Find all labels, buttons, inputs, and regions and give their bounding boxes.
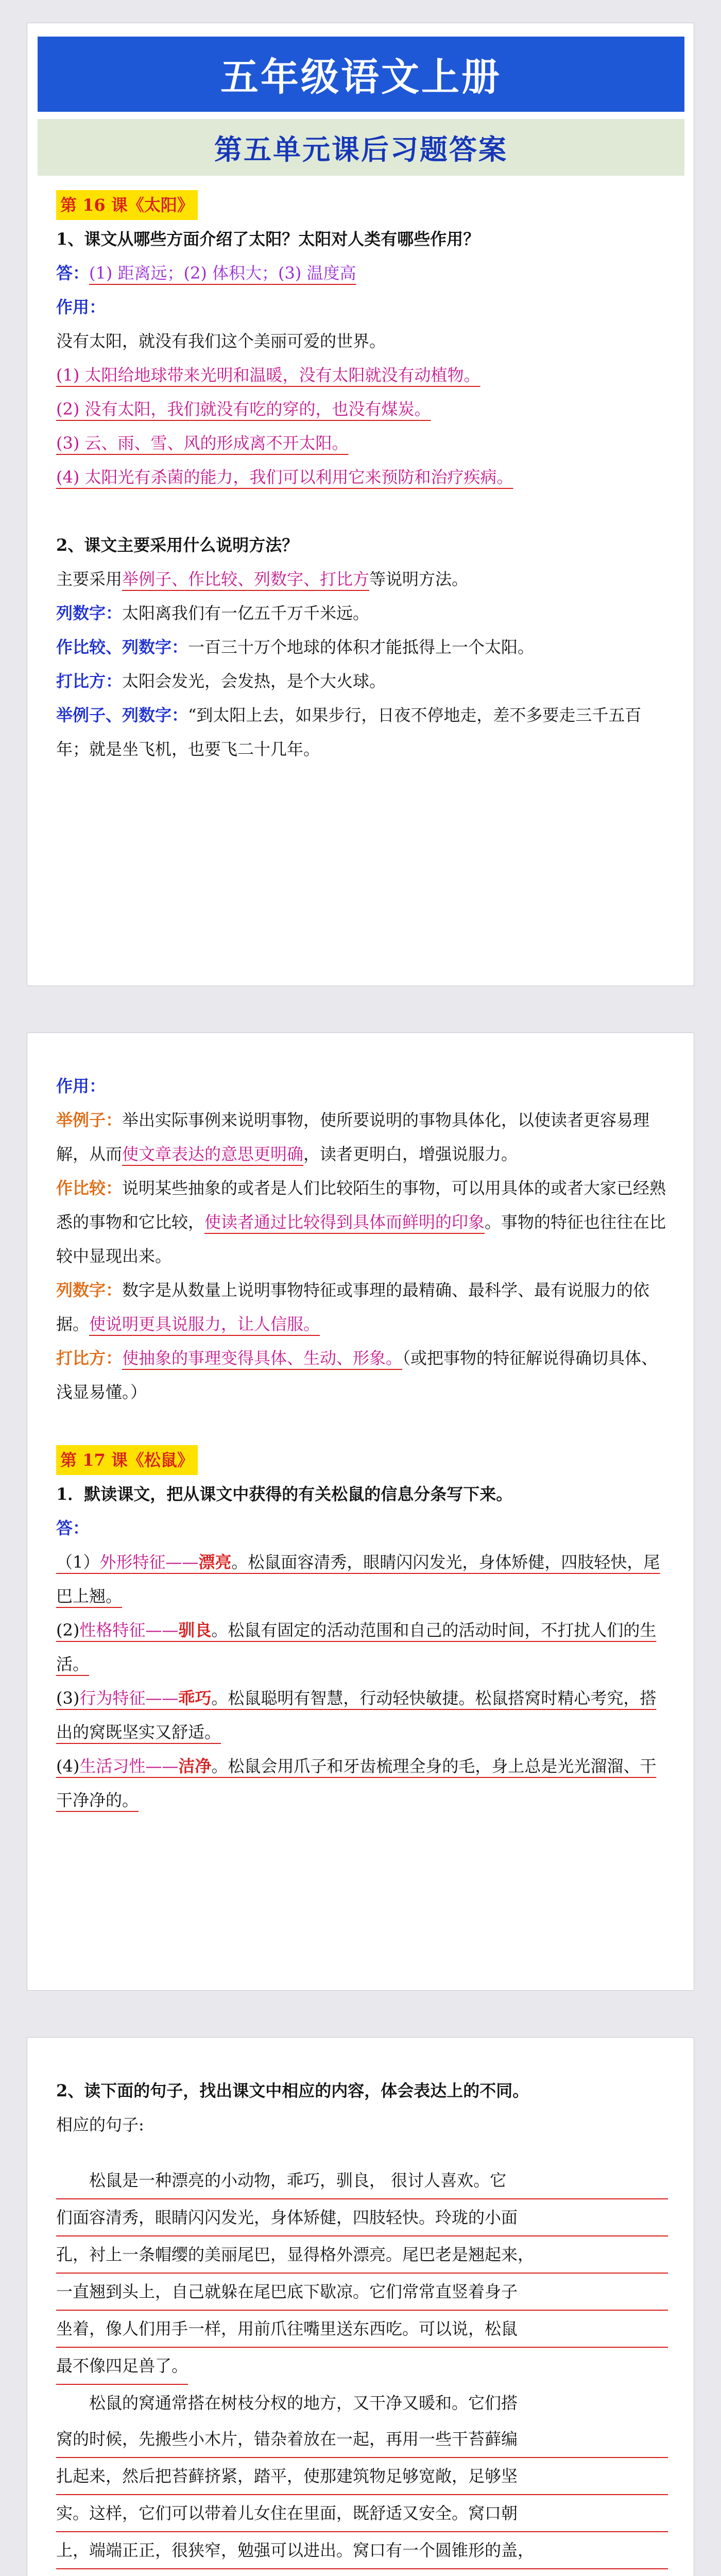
- method-label: 打比方：: [56, 1348, 123, 1368]
- method-text: 举出实际事例来说明事物，使所要说明的事物具体化，以使读者更容易理解，从而: [56, 1110, 650, 1164]
- trait-item: [56, 1749, 668, 1817]
- trait-text: 。松鼠聪明有智慧，行动轻快敏捷。松鼠搭窝时精心考究，搭出的窝既坚实又舒适。: [56, 1688, 657, 1742]
- lesson17-question-2-section: [56, 2074, 668, 2576]
- lesson17-question-2: 2、读下面的句子，找出课文中相应的内容，体会表达上的不同。: [56, 2081, 529, 2100]
- lesson16-tag: 第 16 课《太阳》: [56, 190, 198, 220]
- example-text: 太阳离我们有一亿五千万千米远。: [122, 603, 370, 623]
- method-label: 列数字：: [56, 1280, 123, 1300]
- lesson17-tag: 第 17 课《松鼠》: [56, 1445, 198, 1475]
- title-banner: [38, 37, 684, 112]
- method-text: 说明某些抽象的或者是人们比较陌生的事物，可以用具体的或者大家已经熟悉的事物和它比较，: [56, 1178, 666, 1232]
- method-key-effect: 使文章表达的意思更明确: [122, 1144, 304, 1164]
- role-label: 作用：: [56, 297, 106, 317]
- trait-keyword: 乖巧: [178, 1688, 212, 1708]
- example-label: 举例子、列数字：: [56, 705, 188, 725]
- example-label: 列数字：: [56, 603, 123, 623]
- trait-number: （1）: [56, 1552, 100, 1572]
- lesson16-question-2: 2、课文主要采用什么说明方法？: [56, 535, 299, 555]
- role-label: 作用：: [56, 1076, 106, 1096]
- trait-number: (4): [56, 1756, 80, 1776]
- trait-text: 。松鼠面容清秀，眼睛闪闪发光，身体矫健，四肢轻快，尾巴上翘。: [56, 1552, 660, 1606]
- trait-keyword: 驯良: [178, 1620, 212, 1640]
- role-item-2: (2) 没有太阳，我们就没有吃的穿的，也没有煤炭。: [56, 399, 431, 419]
- method-paragraph: [56, 1273, 668, 1341]
- role-intro: 没有太阳，就没有我们这个美丽可爱的世界。: [56, 331, 386, 351]
- trait-dash: ——: [165, 1552, 199, 1572]
- q2-answer-methods: 举例子、作比较、列数字、打比方: [122, 569, 370, 589]
- method-roles-section: [56, 1069, 668, 1817]
- trait-name: 行为特征: [79, 1688, 146, 1708]
- example-text: 太阳会发光，会发热，是个大火球。: [122, 671, 386, 691]
- page-subtitle: 第五单元课后习题答案: [214, 133, 508, 166]
- passage-line: 松鼠的窝通常搭在树枝分杈的地方，又干净又暖和。它们搭: [89, 2393, 518, 2413]
- lesson16-section: [56, 188, 668, 766]
- passage-line: [56, 2569, 668, 2576]
- trait-text: 。松鼠会用爪子和牙齿梳理全身的毛，身上总是光光溜溜、干干净净的。: [56, 1756, 657, 1810]
- method-key-effect: 使抽象的事理变得具体、生动、形象。: [122, 1348, 403, 1368]
- corresponding-sentences-label: 相应的句子:: [56, 2115, 144, 2134]
- trait-dash: ——: [145, 1756, 179, 1776]
- answer-page-3: [27, 2037, 694, 2576]
- trait-item: [56, 1681, 668, 1749]
- trait-item: [56, 1545, 668, 1613]
- passage-line: 孔，衬上一条帽缨的美丽尾巴，显得格外漂亮。尾巴老是翘起来，: [56, 2236, 668, 2274]
- method-key-effect: 使读者通过比较得到具体而鲜明的印象: [204, 1212, 485, 1232]
- trait-number: (2): [56, 1620, 80, 1640]
- trait-keyword: 漂亮: [198, 1552, 232, 1572]
- lesson16-question-1: 1、课文从哪些方面介绍了太阳？太阳对人类有哪些作用？: [56, 229, 480, 249]
- passage-line: 坐着，像人们用手一样，用前爪往嘴里送东西吃。可以说，松鼠: [56, 2311, 668, 2348]
- trait-keyword: 洁净: [178, 1756, 212, 1776]
- passage-line: 扎起来，然后把苔藓挤紧，踏平，使那建筑物足够宽敞，足够坚: [56, 2458, 668, 2495]
- trait-dash: ——: [145, 1688, 179, 1708]
- method-text: （或把事物的特征解说得确切具体、浅显易懂。）: [56, 1348, 658, 1402]
- method-label: 举例子：: [56, 1110, 123, 1130]
- method-text: 。事物的特征也往往在比较中显现出来。: [56, 1212, 666, 1266]
- method-text: 数字是从数量上说明事物特征或事理的最精确、最科学、最有说服力的依据。: [56, 1280, 650, 1334]
- method-text: ，读者更明白，增强说服力。: [303, 1144, 518, 1164]
- method-label: 作比较：: [56, 1178, 123, 1198]
- answer-page-1: [27, 23, 694, 986]
- role-item-4: (4) 太阳光有杀菌的能力，我们可以利用它来预防和治疗疾病。: [56, 467, 513, 487]
- q2-answer-prefix: 主要采用: [56, 569, 123, 589]
- passage-line: 一直翘到头上，自己就躲在尾巴底下歇凉。它们常常直竖着身子: [56, 2274, 668, 2311]
- role-item-1: (1) 太阳给地球带来光明和温暖，没有太阳就没有动植物。: [56, 365, 480, 385]
- trait-name: 性格特征: [79, 1620, 146, 1640]
- trait-name: 外形特征: [99, 1552, 166, 1572]
- passage-line: 实。这样，它们可以带着儿女住在里面，既舒适又安全。窝口朝: [56, 2495, 668, 2532]
- role-item-3: (3) 云、雨、雪、风的形成离不开太阳。: [56, 433, 349, 453]
- q2-answer-suffix: 等说明方法。: [369, 569, 469, 589]
- subtitle-banner: [38, 119, 684, 176]
- trait-number: (3): [56, 1688, 80, 1708]
- example-text: “到太阳上去，如果步行，日夜不停地走，差不多要走三千五百年；就是坐飞机，也要飞二十几年。: [56, 705, 642, 759]
- example-text: 一百三十万个地球的体积才能抵得上一个太阳。: [188, 637, 535, 657]
- method-paragraph: [56, 1103, 668, 1171]
- passage-line: 窝的时候，先搬些小木片，错杂着放在一起，再用一些干苔藓编: [56, 2421, 668, 2458]
- passage-line: 上，端端正正，很狭窄，勉强可以进出。窝口有一个圆锥形的盖，: [56, 2532, 668, 2569]
- answer-page-2: [27, 1032, 694, 1991]
- example-label: 作比较、列数字：: [56, 637, 188, 657]
- method-paragraph: [56, 1171, 668, 1273]
- passage-line: 松鼠是一种漂亮的小动物，乖巧，驯良， 很讨人喜欢。它: [56, 2162, 668, 2199]
- answer-label: 答：: [56, 1518, 90, 1538]
- page-title: 五年级语文上册: [220, 55, 502, 99]
- example-label: 打比方：: [56, 671, 123, 691]
- method-key-effect: 使说明更具说服力，让人信服。: [89, 1314, 320, 1334]
- method-paragraph: [56, 1341, 668, 1409]
- answer-label: 答：: [56, 263, 90, 283]
- excerpt-passage: [56, 2162, 668, 2576]
- trait-item: [56, 1613, 668, 1681]
- passage-line: 最不像四足兽了。: [56, 2348, 188, 2385]
- lesson17-question-1: 1．默读课文，把从课文中获得的有关松鼠的信息分条写下来。: [56, 1484, 513, 1504]
- trait-dash: ——: [145, 1620, 179, 1640]
- trait-text: 。松鼠有固定的活动范围和自己的活动时间，不打扰人们的生活。: [56, 1620, 657, 1674]
- answer-1-text: (1) 距离远；(2) 体积大；(3) 温度高: [89, 263, 356, 283]
- passage-line: 们面容清秀，眼睛闪闪发光，身体矫健，四肢轻快。玲珑的小面: [56, 2199, 668, 2236]
- trait-name: 生活习性: [79, 1756, 146, 1776]
